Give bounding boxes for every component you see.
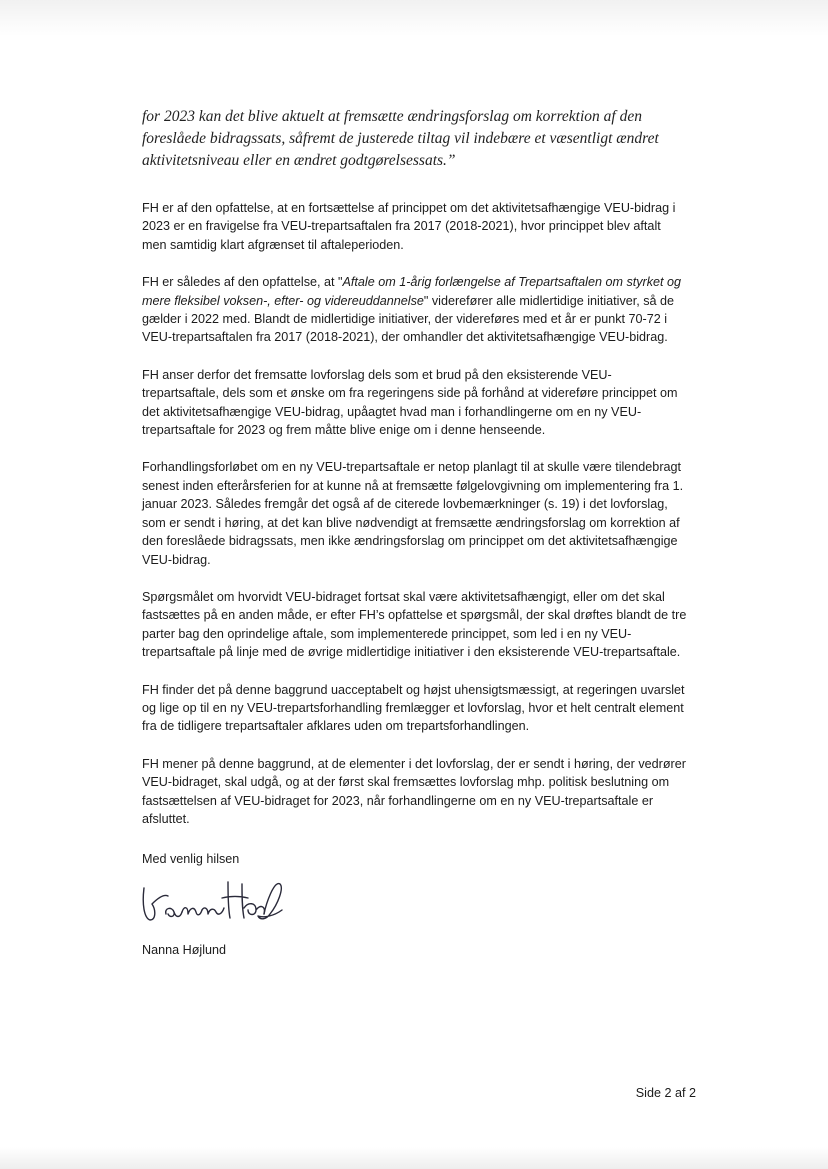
paragraph-2	[142, 273, 687, 347]
paragraph-2-before: FH er således af den opfattelse, at "	[142, 275, 343, 290]
signer-name: Nanna Højlund	[142, 943, 227, 958]
paragraph-3: FH anser derfor det fremsatte lovforslag dels som et brud på den eksisterende VEU-trepartsaftale, dels som et ønske om fra regeringens side på forhånd at videreføre princippet om det aktivitetsafhængige VEU-bidrag, upåagtet hvad man i forhandlingerne om en ny VEU-trepartsaftale for 2023 og frem måtte blive enige om i denne henseende.	[142, 367, 678, 438]
scan-edge-top	[0, 0, 828, 36]
quoted-text	[142, 106, 687, 172]
closing-greeting: Med venlig hilsen	[142, 852, 240, 867]
paragraph-2-agreement-title: Aftale om 1-årig forlængelse af Trepartsaftalen om styrket og mere fleksibel voksen-, efter- og videreuddannelse	[142, 275, 682, 308]
quote-line: foreslåede bidragssats, såfremt de justerede tiltag vil indebære et væsentligt ændret	[142, 130, 659, 147]
handwritten-signature	[138, 874, 288, 928]
paragraph-2-after: " viderefører alle midlertidige initiativer, så de gælder i 2022 med. Blandt de midlertidige initiativer, der videreføres med et år er punkt 70-72 i VEU-trepartsaftalen fra 2017 (2018-2021), der omhandler det aktivitetsafhængige VEU-bidrag.	[142, 293, 675, 345]
quote-line: aktivitetsniveau eller en ændret godtgørelsessats.”	[142, 152, 456, 169]
paragraph-5: Spørgsmålet om hvorvidt VEU-bidraget fortsat skal være aktivitetsafhængigt, eller om det skal fastsættes på en anden måde, er efter FH’s opfattelse et spørgsmål, der skal drøftes blandt de tre parter bag den oprindelige aftale, som implementerede princippet, som led i en ny VEU-trepartsaftale på linje med de øvrige midlertidige initiativer i den eksisterende VEU-trepartsaftale.	[142, 589, 687, 660]
paragraph-6: FH finder det på denne baggrund uacceptabelt og højst uhensigtsmæssigt, at regeringen uvarslet og lige op til en ny VEU-trepartsforhandling fremlægger et lovforslag, hvor et helt centralt element fra de tidligere trepartsaftaler afklares uden om trepartsforhandlingen.	[142, 682, 685, 734]
scan-edge-bottom	[0, 1147, 828, 1169]
page-number: Side 2 af 2	[635, 1086, 696, 1100]
letter-page	[142, 106, 687, 959]
paragraph-7: FH mener på denne baggrund, at de elementer i det lovforslag, der er sendt i høring, der vedrører VEU-bidraget, skal udgå, og at der først skal fremsættes lovforslag mhp. politisk beslutning om fastsættelsen af VEU-bidraget for 2023, når forhandlingerne om en ny VEU-trepartsaftale er afsluttet.	[142, 756, 686, 826]
quote-line: for 2023 kan det blive aktuelt at fremsætte ændringsforslag om korrektion af den	[142, 108, 642, 125]
paragraph-1: FH er af den opfattelse, at en fortsættelse af princippet om det aktivitetsafhængige VEU-bidrag i 2023 er en fravigelse fra VEU-trepartsaftalen fra 2017 (2018-2021), hvor princippet blev aftalt men samtidig klart afgrænset til aftaleperioden.	[142, 201, 676, 252]
paragraph-4: Forhandlingsforløbet om en ny VEU-trepartsaftale er netop planlagt til at skulle være tilendebragt senest inden efterårsferien for at kunne nå at fremsætte følgelovgivning om implementering fra 1. januar 2023. Således fremgår det også af de citerede lovbemærkninger (s. 19) i det lovforslag, som er sendt i høring, at det kan blive nødvendigt at fremsætte ændringsforslag om korrektion af den foreslåede bidragssats, men ikke ændringsforslag om princippet om det aktivitetsafhængige VEU-bidrag.	[142, 460, 684, 567]
